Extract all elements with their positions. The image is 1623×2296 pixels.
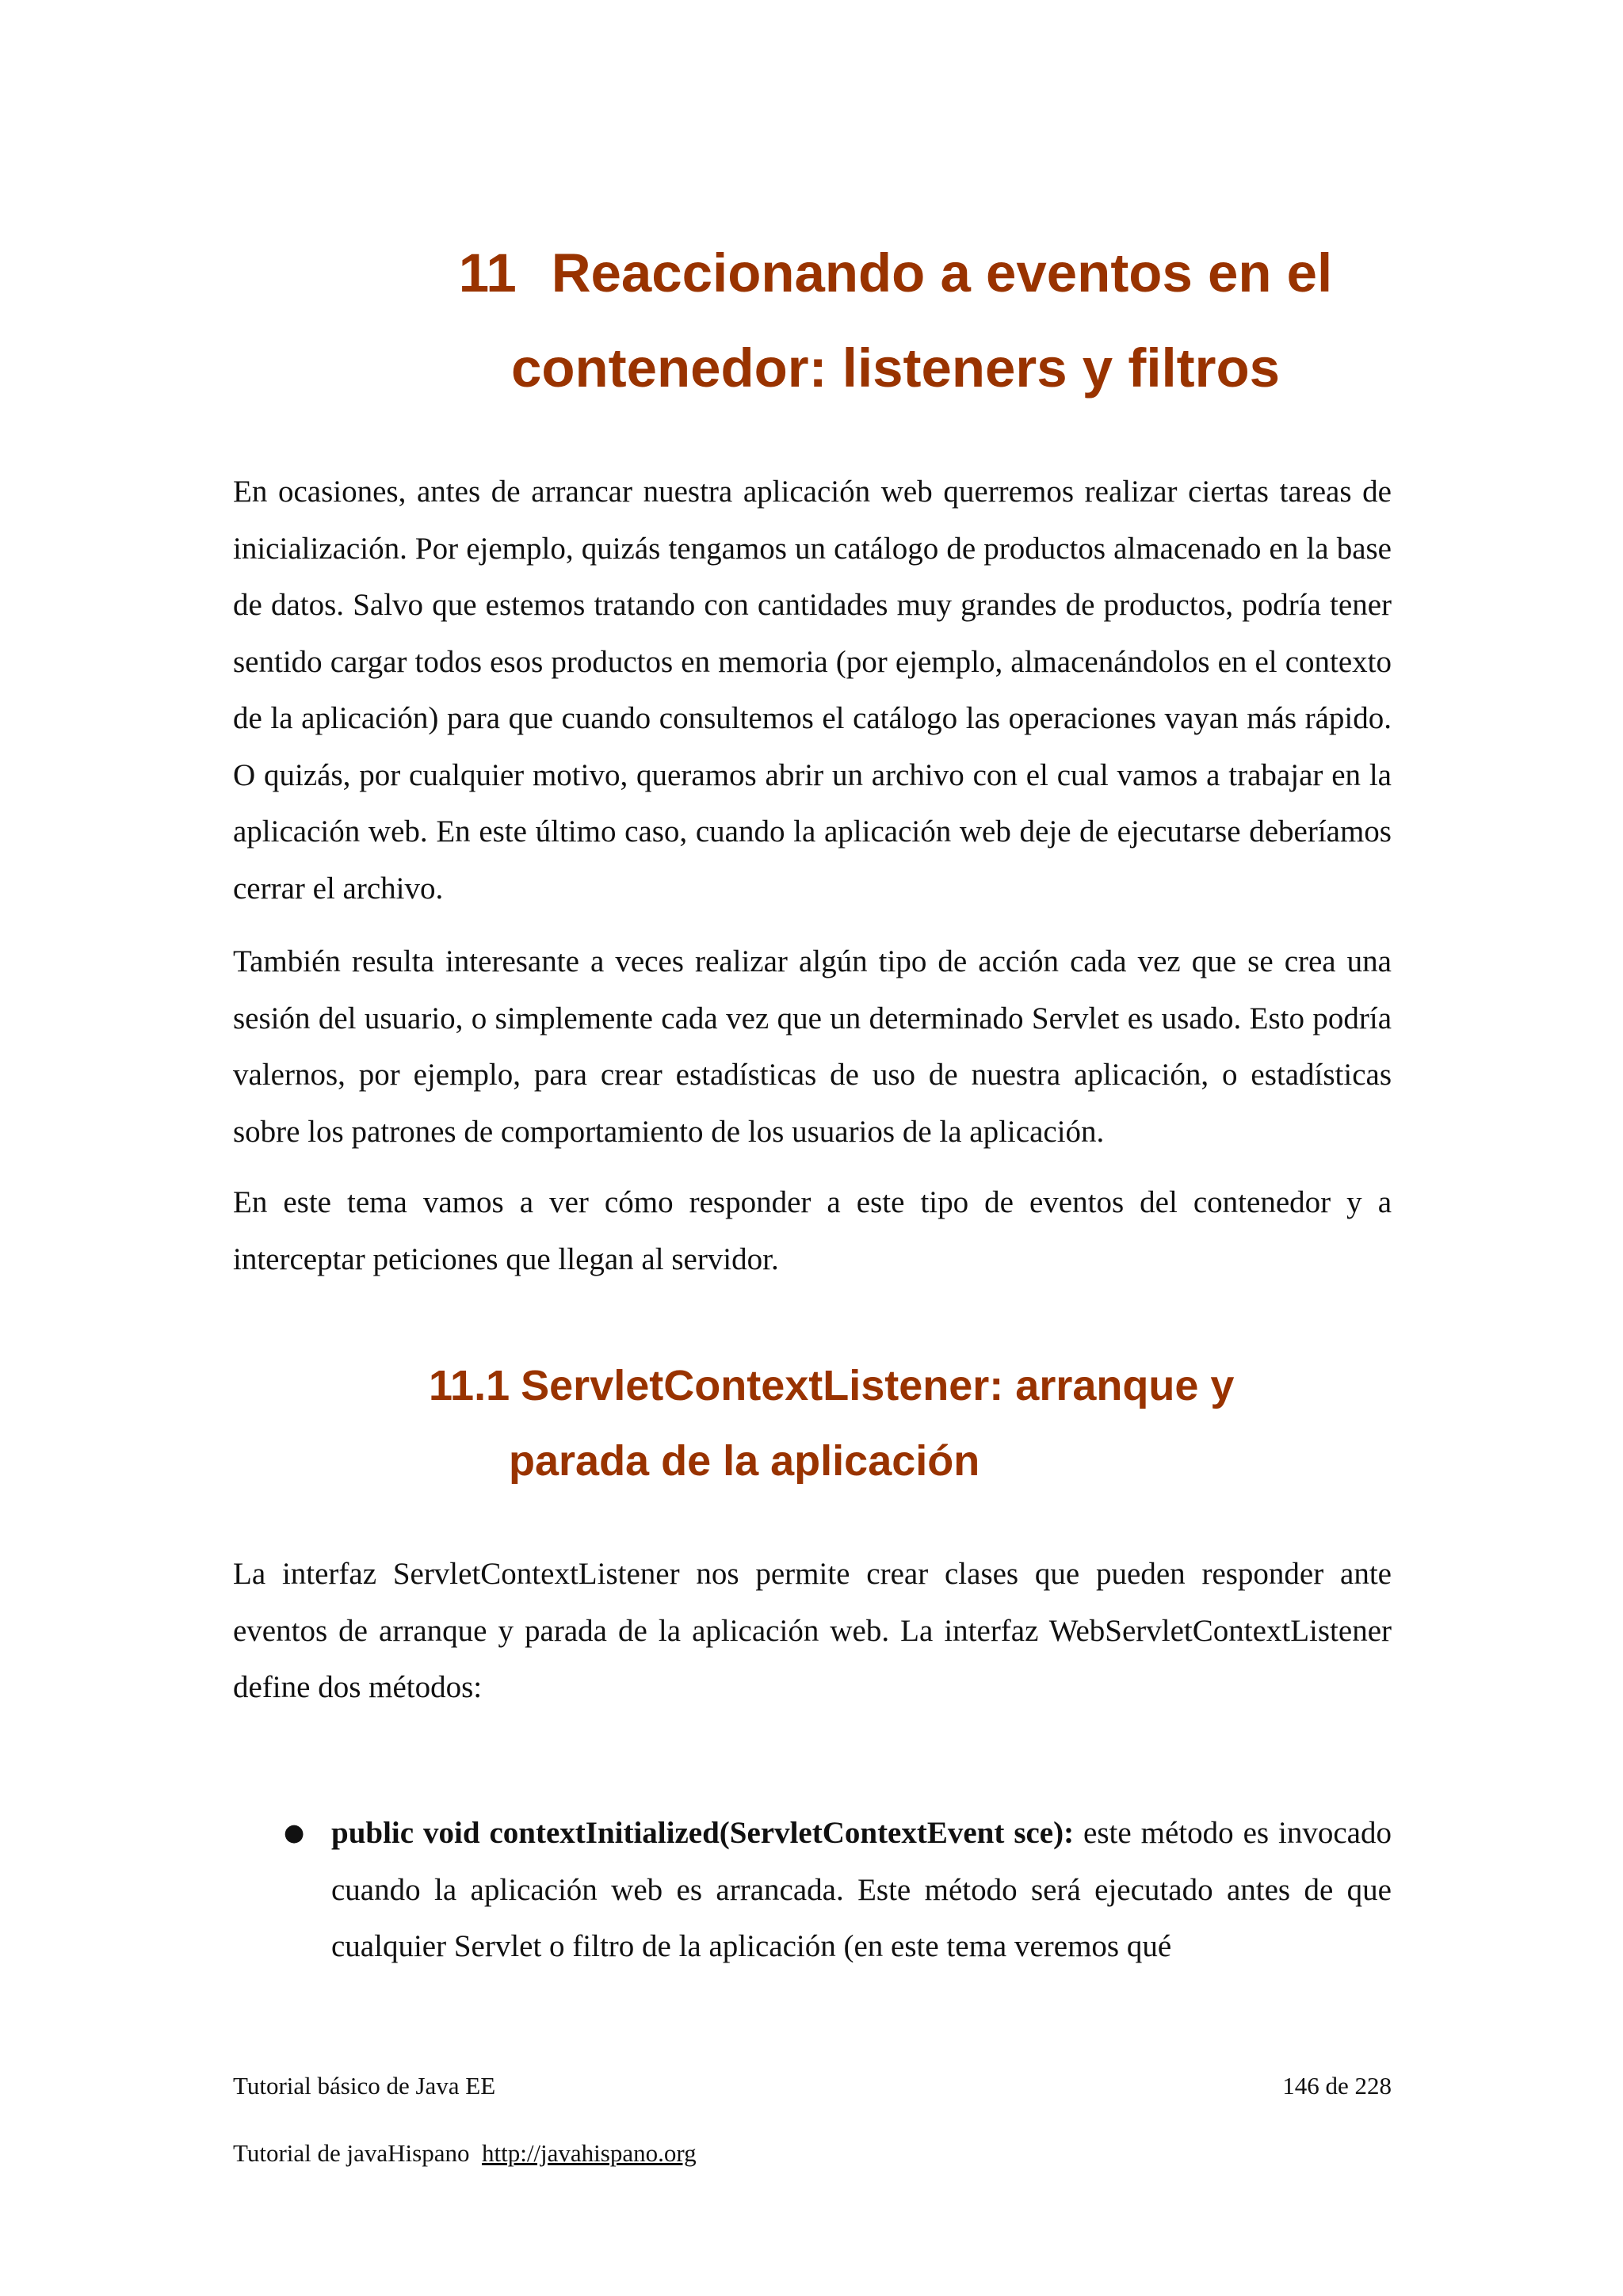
- method-signature: public void contextInitialized(ServletContextEvent sce):: [331, 1816, 1075, 1850]
- chapter-title-line1: Reaccionando a eventos en el: [551, 242, 1333, 303]
- paragraph-sessions: También resulta interesante a veces realizar algún tipo de acción cada vez que se crea una sesión del usuario, o simplemente cada vez que un determinado Servlet es usado. Esto podría valernos, por ejemplo, para crear estadísticas de uso de nuestra aplicación, o estadísticas sobre los patrones de comportamiento de los usuarios de la aplicación.: [233, 944, 1392, 1149]
- section-heading-line1: [429, 1362, 1234, 1409]
- footer-url-link[interactable]: http://javahispano.org: [481, 2139, 697, 2167]
- section-heading: [429, 1348, 1459, 1499]
- chapter-heading: [380, 226, 1411, 416]
- chapter-number: 11: [458, 242, 517, 303]
- paragraph-intro: En ocasiones, antes de arrancar nuestra aplicación web querremos realizar ciertas tareas de inicialización. Por ejemplo, quizás tengamos un catálogo de productos almacenado en la base de datos. Salvo que estemos tratando con cantidades muy grandes de productos, podría tener sentido cargar todos esos productos en memoria (por ejemplo, almacenándolos en el contexto de la aplicación) para que cuando consultemos el catálogo las operaciones vayan más rápido. O quizás, por cualquier motivo, queramos abrir un archivo con el cual vamos a trabajar en la aplicación web. En este último caso, cuando la aplicación web deje de ejecutarse deberíamos cerrar el archivo.: [233, 475, 1392, 906]
- chapter-title-line2: contenedor: listeners y filtros: [510, 338, 1281, 399]
- chapter-heading-line1: [380, 226, 1411, 321]
- section-title-line2: parada de la aplicación: [509, 1437, 980, 1485]
- method-description: este método es invocado cuando la aplicación web es arrancada. Este método será ejecutado antes de que cualquier Servlet o filtro de la aplicación (en este tema veremos qué: [331, 1816, 1392, 1963]
- paragraph-topic: En este tema vamos a ver cómo responder a este tipo de eventos del contenedor y a interceptar peticiones que llegan al servidor.: [233, 1185, 1392, 1276]
- page-number: [1282, 2072, 1392, 2100]
- paragraph-interface: La interfaz ServletContextListener nos permite crear clases que pueden responder ante eventos de arranque y parada de la aplicación web. La interfaz WebServletContextListener define dos métodos:: [233, 1557, 1392, 1704]
- page-separator: de: [1325, 2072, 1349, 2100]
- page-total: 228: [1354, 2072, 1392, 2100]
- bullet-text: [331, 1805, 1392, 1975]
- footer-line1: [233, 2072, 1392, 2100]
- bullet-marker: ●: [284, 1819, 305, 1847]
- section-number: 11.1: [429, 1362, 510, 1409]
- footer-line2: [233, 2139, 1392, 2168]
- footer-book-title: Tutorial básico de Java EE: [233, 2072, 496, 2100]
- section-title-line1: ServletContextListener: arranque y: [521, 1362, 1235, 1409]
- page-current: 146: [1282, 2072, 1319, 2100]
- footer-credit: Tutorial de javaHispano: [233, 2139, 470, 2167]
- bullet-list-item: [233, 1805, 1392, 1975]
